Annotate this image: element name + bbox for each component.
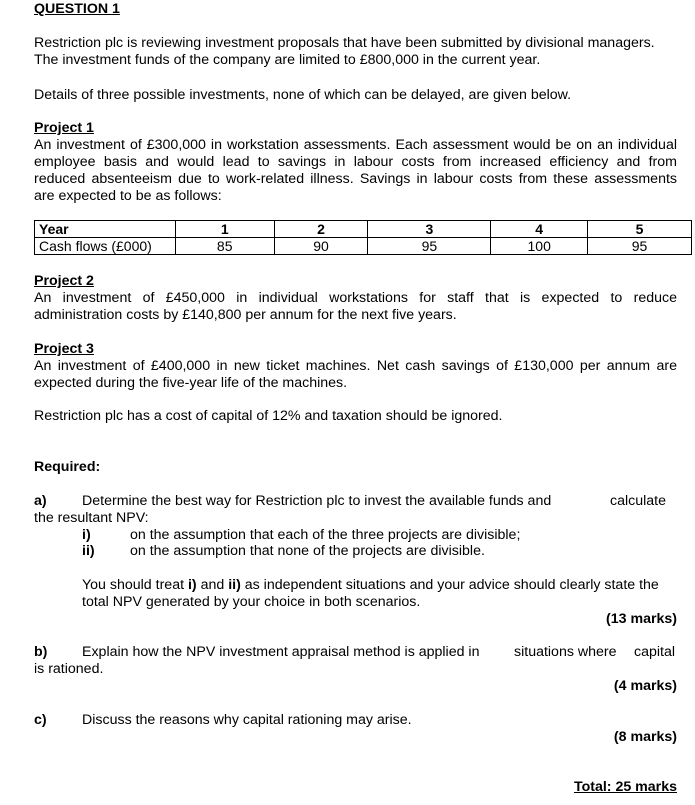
part-a-i-label: i) (82, 527, 91, 543)
intro-details: Details of three possible investments, none of which can be delayed, are given below. (34, 87, 572, 103)
intro-line-2: The investment funds of the company are limited to £800,000 in the current year. (34, 52, 541, 68)
part-a-ii-text: on the assumption that none of the projects are divisible. (130, 543, 485, 559)
part-a-text-2: the resultant NPV: (34, 510, 149, 526)
table-header-cell: 3 (368, 221, 491, 238)
part-a-text-1: Determine the best way for Restriction plc to invest the available funds and (82, 493, 552, 509)
question-heading: QUESTION 1 (34, 1, 120, 17)
project3-line-1: An investment of £400,000 in new ticket machines. Net cash savings of £130,000 per annum are (34, 358, 677, 374)
total-marks: Total: 25 marks (573, 779, 677, 795)
part-c-marks: (8 marks) (613, 729, 677, 745)
part-a-marks: (13 marks) (606, 611, 677, 627)
table-header-cell: 2 (274, 221, 368, 238)
part-a-ii-label: ii) (82, 543, 95, 559)
note-i: i) (187, 577, 197, 593)
table-header-cell: 4 (491, 221, 588, 238)
project1-line-4: are expected to be as follows: (34, 188, 222, 204)
table-header-cell: Year (35, 221, 176, 238)
project3-line-2: expected during the five-year life of the machines. (34, 375, 348, 391)
project1-line-2: employee basis and would lead to savings in labour costs from increased efficiency and from (34, 154, 677, 170)
table-cell: 100 (491, 238, 588, 255)
table-cell: 95 (588, 238, 692, 255)
table-cell: Cash flows (£000) (35, 238, 176, 255)
table-cell: 85 (175, 238, 274, 255)
project1-title: Project 1 (34, 120, 94, 136)
cost-of-capital-note: Restriction plc has a cost of capital of 12% and taxation should be ignored. (34, 408, 503, 424)
part-a-i-text: on the assumption that each of the three projects are divisible; (130, 527, 521, 543)
intro-line-1: Restriction plc is reviewing investment proposals that have been submitted by divisional managers. (34, 35, 655, 51)
cash-flow-table (34, 220, 692, 255)
part-b-marks: (4 marks) (613, 678, 677, 694)
project2-title: Project 2 (34, 273, 94, 289)
note-and: and (196, 577, 229, 593)
required-label: Required: (34, 459, 101, 475)
part-a-note-1 (82, 577, 677, 593)
part-c-letter: c) (34, 712, 47, 728)
part-a-letter: a) (34, 493, 47, 509)
part-b-text-1b: situations where (514, 644, 617, 660)
part-b-text-2: is rationed. (34, 661, 104, 677)
note-post: as independent situations and your advice should clearly state the (240, 577, 659, 593)
part-b-text-1c: capital (634, 644, 676, 660)
project1-line-3: reduced absenteeism due to work-related illness. Savings in labour costs from these assessments (34, 171, 677, 187)
note-pre: You should treat (82, 577, 188, 593)
project3-title: Project 3 (34, 341, 94, 357)
table-row (35, 238, 692, 255)
table-header-cell: 5 (588, 221, 692, 238)
project2-line-2: administration costs by £140,800 per annum for the next five years. (34, 307, 457, 323)
table-cell: 90 (274, 238, 368, 255)
project1-line-1: An investment of £300,000 in workstation assessments. Each assessment would be on an individual (34, 137, 677, 153)
part-b-letter: b) (34, 644, 48, 660)
table-header-row (35, 221, 692, 238)
note-ii: ii) (228, 577, 241, 593)
part-a-text-1b: calculate (610, 493, 666, 509)
table-header-cell: 1 (175, 221, 274, 238)
part-c-text: Discuss the reasons why capital rationing may arise. (82, 712, 412, 728)
part-a-note-2: total NPV generated by your choice in both scenarios. (82, 594, 421, 610)
project2-line-1: An investment of £450,000 in individual workstations for staff that is expected to reduce (34, 290, 677, 306)
table-cell: 95 (368, 238, 491, 255)
part-b-text-1: Explain how the NPV investment appraisal method is applied in (82, 644, 480, 660)
